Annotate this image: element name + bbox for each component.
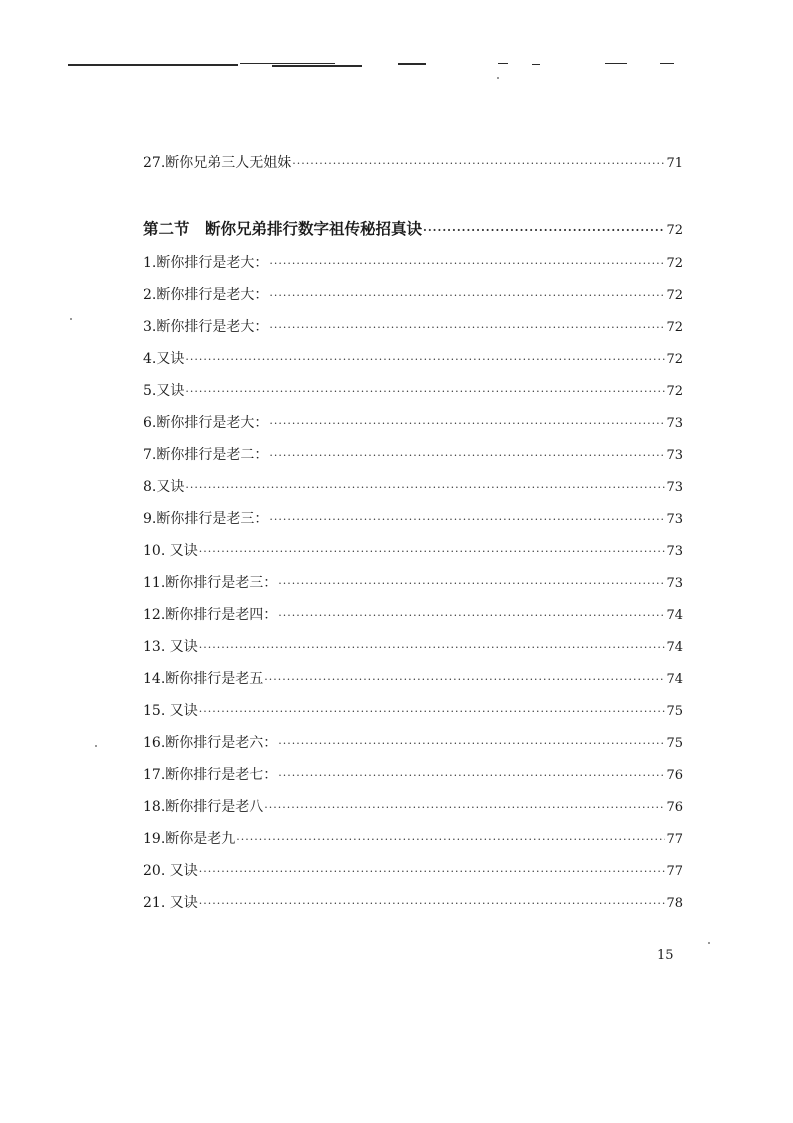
toc-entry-page: 73	[666, 576, 683, 591]
toc-entry	[143, 862, 683, 881]
dot-leader	[185, 351, 665, 369]
toc-entry-page: 78	[666, 896, 683, 911]
dot-leader	[199, 703, 666, 721]
toc-entry	[143, 670, 683, 689]
toc-entry	[143, 154, 683, 173]
toc-entry-page: 75	[666, 704, 683, 719]
toc-entry-page: 72	[666, 320, 683, 335]
scan-speck	[95, 745, 97, 747]
toc-entry-title: 3.断你排行是老大：	[143, 319, 269, 335]
toc-entry	[143, 830, 683, 849]
toc-entry-page: 76	[666, 800, 683, 815]
toc-entry	[143, 478, 683, 497]
dot-leader	[278, 735, 665, 753]
toc-entry-title: 20. 又诀	[143, 863, 198, 879]
toc-entry	[143, 542, 683, 561]
toc-entry-page: 73	[666, 448, 683, 463]
toc-entry	[143, 318, 683, 337]
toc-entry-page: 74	[666, 672, 683, 687]
toc-entry-title: 17.断你排行是老七：	[143, 767, 278, 783]
dot-leader	[185, 383, 665, 401]
scan-speck	[708, 942, 710, 944]
toc-entry-title: 18.断你排行是老八	[143, 799, 264, 815]
toc-entry-page: 73	[666, 416, 683, 431]
dot-leader	[423, 222, 665, 240]
toc-entry	[143, 798, 683, 817]
dot-leader	[278, 767, 665, 785]
toc-entry	[143, 574, 683, 593]
toc-entry	[143, 510, 683, 529]
dot-leader	[199, 543, 666, 561]
dot-leader	[269, 511, 665, 529]
toc-entry-title: 2.断你排行是老大：	[143, 287, 269, 303]
dot-leader	[199, 895, 666, 913]
dot-leader	[269, 447, 665, 465]
toc-entry-title: 27.断你兄弟三人无姐妹	[143, 155, 292, 171]
toc-entry-title: 19.断你是老九	[143, 831, 236, 847]
toc-entry-page: 77	[666, 832, 683, 847]
toc-entry	[143, 606, 683, 625]
toc-entry	[143, 638, 683, 657]
toc-entry-title: 1.断你排行是老大：	[143, 255, 269, 271]
toc-entry-title: 21. 又诀	[143, 895, 198, 911]
toc-entry-title: 15. 又诀	[143, 703, 198, 719]
toc-entry-page: 72	[666, 256, 683, 271]
toc-entry-page: 73	[666, 480, 683, 495]
scan-speck	[70, 318, 72, 320]
toc-entry-title: 6.断你排行是老大：	[143, 415, 269, 431]
toc-entry	[143, 702, 683, 721]
toc-entry-title: 13. 又诀	[143, 639, 198, 655]
toc-entry-page: 72	[666, 384, 683, 399]
toc-entry	[143, 350, 683, 369]
toc-entry	[143, 766, 683, 785]
toc-entry-page: 72	[666, 223, 683, 238]
toc-entry	[143, 414, 683, 433]
toc-entry-title: 12.断你排行是老四：	[143, 607, 278, 623]
toc-entry-title: 10. 又诀	[143, 543, 198, 559]
dot-leader	[278, 575, 665, 593]
toc-entry-page: 74	[666, 608, 683, 623]
dot-leader	[264, 799, 665, 817]
toc-entry-title: 14.断你排行是老五	[143, 671, 264, 687]
toc-entry	[143, 286, 683, 305]
dot-leader	[278, 607, 665, 625]
toc-entry-page: 76	[666, 768, 683, 783]
toc-entry-page: 73	[666, 512, 683, 527]
toc-entry	[143, 254, 683, 273]
toc-entry-title: 5.又诀	[143, 383, 185, 399]
dot-leader	[264, 671, 665, 689]
dot-leader	[269, 319, 665, 337]
toc-entry-page: 75	[666, 736, 683, 751]
toc-entry-page: 77	[666, 864, 683, 879]
toc-entry-title: 8.又诀	[143, 479, 185, 495]
dot-leader	[185, 479, 665, 497]
toc-entry-page: 74	[666, 640, 683, 655]
toc-entry	[143, 382, 683, 401]
toc-entry-title: 11.断你排行是老三：	[143, 575, 278, 591]
toc-entry-page: 72	[666, 352, 683, 367]
dot-leader	[199, 863, 666, 881]
dot-leader	[269, 415, 665, 433]
toc-entry-title: 4.又诀	[143, 351, 185, 367]
toc-entry-title: 16.断你排行是老六：	[143, 735, 278, 751]
toc-entry-title: 9.断你排行是老三：	[143, 511, 269, 527]
toc-entry	[143, 734, 683, 753]
toc-section-heading	[143, 220, 683, 240]
toc-entry	[143, 894, 683, 913]
toc-entry-page: 73	[666, 544, 683, 559]
toc-section-title: 第二节 断你兄弟排行数字祖传秘招真诀	[143, 219, 423, 238]
toc-entry	[143, 446, 683, 465]
toc-entry-page: 71	[666, 156, 683, 171]
toc-entry-title: 7.断你排行是老二：	[143, 447, 269, 463]
dot-leader	[236, 831, 665, 849]
dot-leader	[269, 255, 665, 273]
toc-entry-page: 72	[666, 288, 683, 303]
page-number: 15	[657, 948, 674, 963]
dot-leader	[292, 155, 665, 173]
dot-leader	[269, 287, 665, 305]
scan-speck	[497, 77, 499, 79]
scan-artifact-lines	[0, 0, 793, 100]
dot-leader	[199, 639, 666, 657]
